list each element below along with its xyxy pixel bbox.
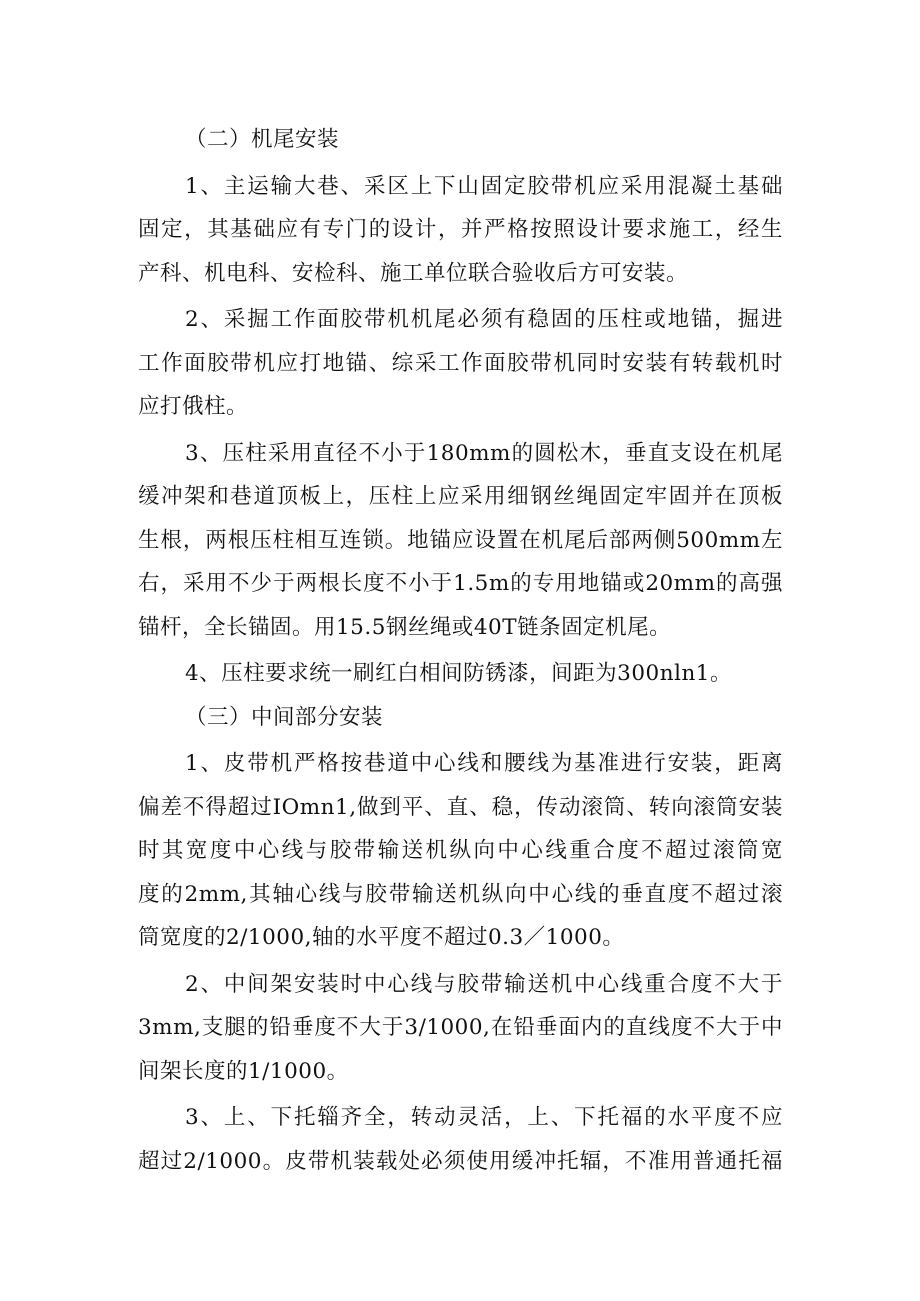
paragraph-3 (138, 432, 783, 650)
paragraph-line: 偏差不得超过IOmn1,做到平、直、稳，传动滚筒、转向滚筒安装 (138, 794, 783, 820)
paragraph-7 (138, 1096, 783, 1183)
paragraph-line: 3、压柱采用直径不小于180mm的圆松木，垂直支设在机尾 (185, 440, 783, 466)
paragraph-line: 2、采掘工作面胶带机机尾必须有稳固的压柱或地锚，掘进 (185, 307, 783, 332)
paragraph-line: 时其宽度中心线与胶带输送机纵向中心线重合度不超过滚筒宽 (138, 838, 783, 863)
paragraph-line: 应打俄柱。 (138, 394, 249, 419)
section-heading-middle-installation: （三）中间部分安装 (185, 704, 384, 730)
paragraph-line: 3、上、下托辎齐全，转动灵活，上、下托福的水平度不应 (185, 1105, 783, 1130)
paragraph-line: 超过2/1000。皮带机装载处必须使用缓冲托辐，不准用普通托福 (138, 1148, 783, 1174)
paragraph-line: 筒宽度的2/1000,轴的水平度不超过0.3／1000。 (138, 925, 625, 950)
paragraph-5 (138, 742, 783, 960)
paragraph-4 (138, 652, 783, 696)
section-heading-tail-installation: （二）机尾安装 (185, 127, 340, 152)
paragraph-1 (138, 165, 783, 296)
paragraph-line: 生根，两根压柱相互连锁。地锚应设置在机尾后部两侧500mm左 (138, 527, 783, 553)
document-body (138, 118, 783, 1183)
paragraph-line: 间架长度的1/1000。 (138, 1058, 349, 1084)
paragraph-line: 缓冲架和巷道顶板上，压柱上应采用细钢丝绳固定牢固并在顶板 (138, 484, 783, 509)
paragraph-line: 1、皮带机严格按巷道中心线和腰线为基准进行安装，距离 (185, 751, 783, 776)
paragraph-2 (138, 298, 783, 429)
paragraph-line: 1、主运输大巷、采区上下山固定胶带机应采用混凝土基础 (185, 173, 783, 199)
paragraph-line: 右，采用不少于两根长度不小于1.5m的专用地锚或20mm的高强 (138, 571, 783, 596)
paragraph-line: 3mm,支腿的铅垂度不大于3/1000,在铅垂面内的直线度不大于中 (138, 1015, 783, 1040)
paragraph-line: 锚杆，全长锚固。用15.5钢丝绳或40T链条固定机尾。 (138, 614, 672, 640)
paragraph-6 (138, 963, 783, 1094)
paragraph-line: 2、中间架安装时中心线与胶带输送机中心线重合度不大于 (185, 971, 783, 997)
paragraph-line: 度的2mm,其轴心线与胶带输送机纵向中心线的垂直度不超过滚 (138, 881, 783, 907)
paragraph-line: 产科、机电科、安检科、施工单位联合验收后方可安装。 (138, 260, 689, 286)
paragraph-line: 工作面胶带机应打地锚、综采工作面胶带机同时安装有转载机时 (138, 350, 783, 376)
paragraph-line: 固定，其基础应有专门的设计，并严格按照设计要求施工，经生 (138, 217, 783, 242)
paragraph-line: 4、压柱要求统一刷红白相间防锈漆，间距为300nln1。 (185, 661, 732, 686)
